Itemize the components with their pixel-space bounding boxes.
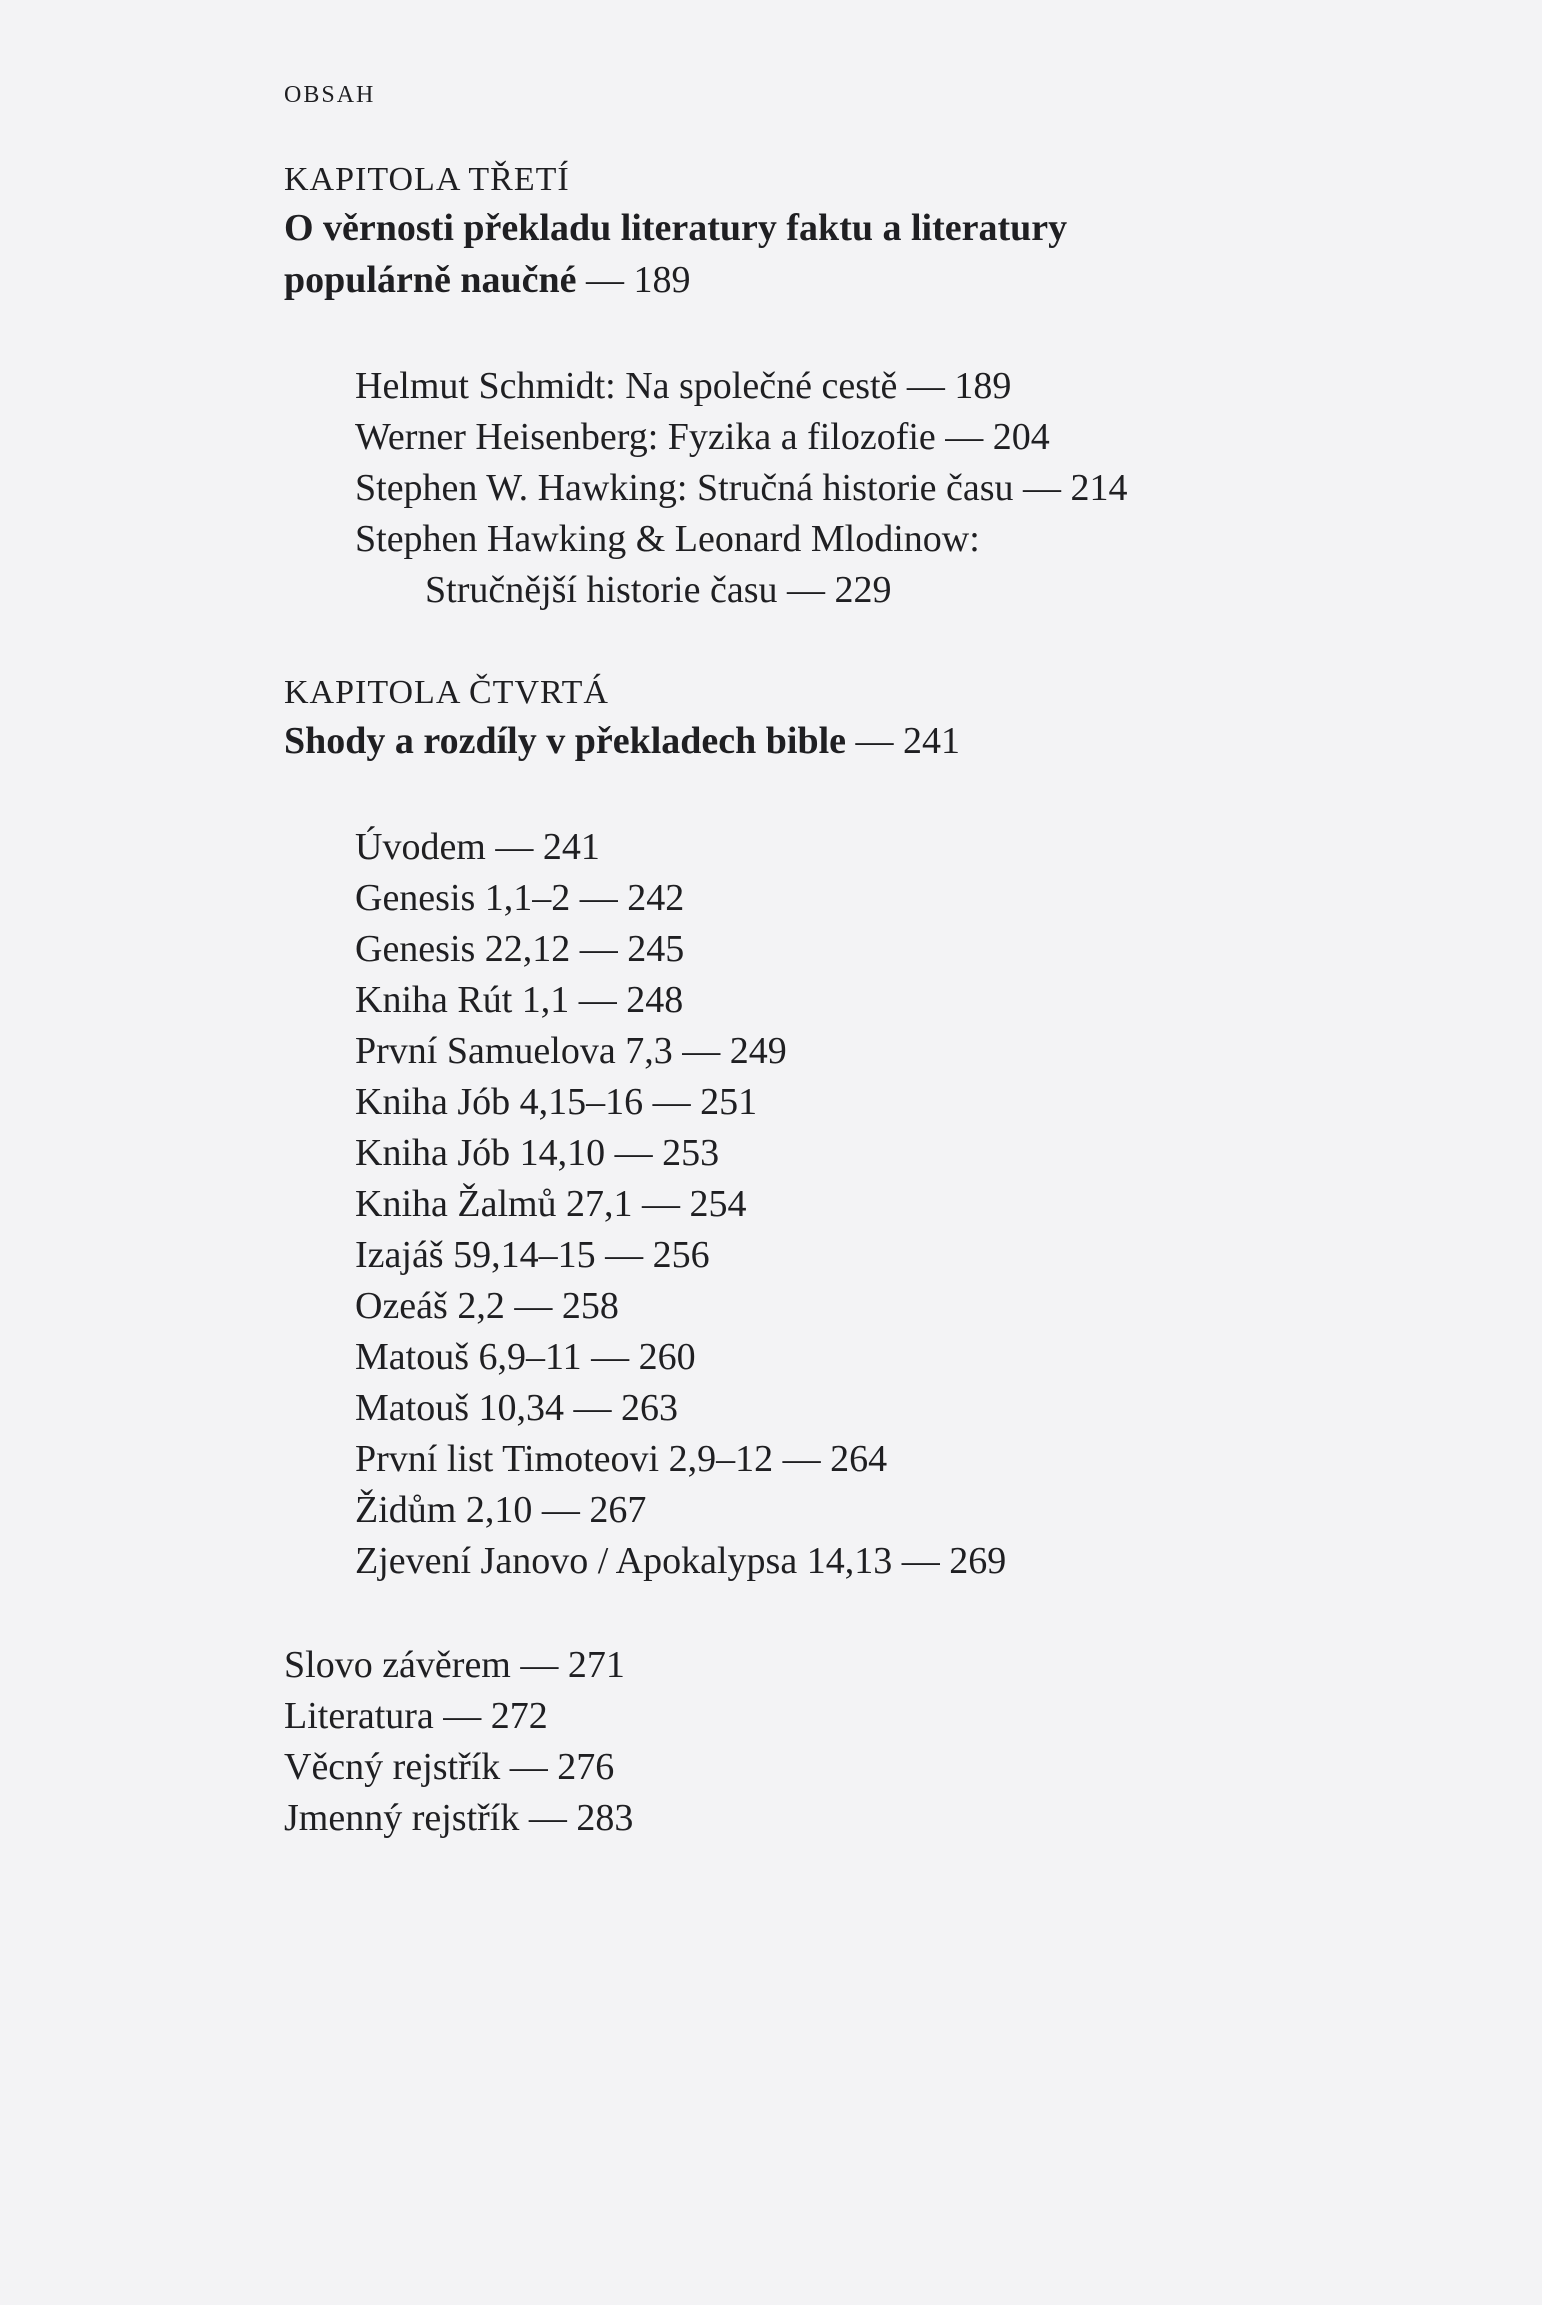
toc-entry: Stephen W. Hawking: Stručná historie času — 214 (355, 467, 1128, 509)
toc-entry: Genesis 1,1–2 — 242 (355, 877, 685, 919)
chapter-4-title-text: Shody a rozdíly v překladech bible (284, 720, 847, 762)
chapter-4-entries (355, 822, 1006, 1587)
toc-entry: První list Timoteovi 2,9–12 — 264 (355, 1438, 888, 1480)
toc-entry: Stephen Hawking & Leonard Mlodinow: (355, 518, 980, 560)
toc-entry: Werner Heisenberg: Fyzika a filozofie — 204 (355, 416, 1050, 458)
toc-entry: Kniha Rút 1,1 — 248 (355, 979, 684, 1021)
chapter-3-title-line1: O věrnosti překladu literatury faktu a literatury (284, 207, 1068, 249)
toc-entry: Zjevení Janovo / Apokalypsa 14,13 — 269 (355, 1540, 1007, 1582)
chapter-4-heading (284, 671, 960, 767)
toc-entry: Izajáš 59,14–15 — 256 (355, 1234, 710, 1276)
toc-entry: Helmut Schmidt: Na společné cestě — 189 (355, 365, 1012, 407)
chapter-4-label: KAPITOLA ČTVRTÁ (284, 674, 609, 711)
toc-entry: Kniha Jób 14,10 — 253 (355, 1132, 720, 1174)
running-head: OBSAH (284, 82, 376, 108)
toc-entry: Věcný rejstřík — 276 (284, 1746, 615, 1788)
chapter-4-title (284, 715, 960, 767)
toc-entry: Matouš 10,34 — 263 (355, 1387, 678, 1429)
toc-entry: Židům 2,10 — 267 (355, 1489, 647, 1531)
toc-entry-continuation: Stručnější historie času — 229 (425, 569, 892, 611)
toc-entry: Matouš 6,9–11 — 260 (355, 1336, 696, 1378)
toc-entry: Úvodem — 241 (355, 826, 600, 868)
toc-entry: Genesis 22,12 — 245 (355, 928, 685, 970)
backmatter-entries (284, 1640, 633, 1844)
toc-entry: Jmenný rejstřík — 283 (284, 1797, 634, 1839)
toc-entry: Ozeáš 2,2 — 258 (355, 1285, 619, 1327)
chapter-3-page: — 189 (585, 259, 691, 301)
toc-entry: První Samuelova 7,3 — 249 (355, 1030, 787, 1072)
chapter-3-title-line2: populárně naučné (284, 259, 577, 301)
chapter-3-heading (284, 158, 1067, 306)
toc-entry: Literatura — 272 (284, 1695, 548, 1737)
toc-entry: Slovo závěrem — 271 (284, 1644, 625, 1686)
chapter-3-label: KAPITOLA TŘETÍ (284, 161, 570, 198)
toc-entry: Kniha Jób 4,15–16 — 251 (355, 1081, 758, 1123)
toc-entry: Kniha Žalmů 27,1 — 254 (355, 1183, 747, 1225)
chapter-3-title (284, 202, 1067, 306)
chapter-4-page: — 241 (855, 720, 961, 762)
chapter-3-entries (355, 361, 1128, 616)
